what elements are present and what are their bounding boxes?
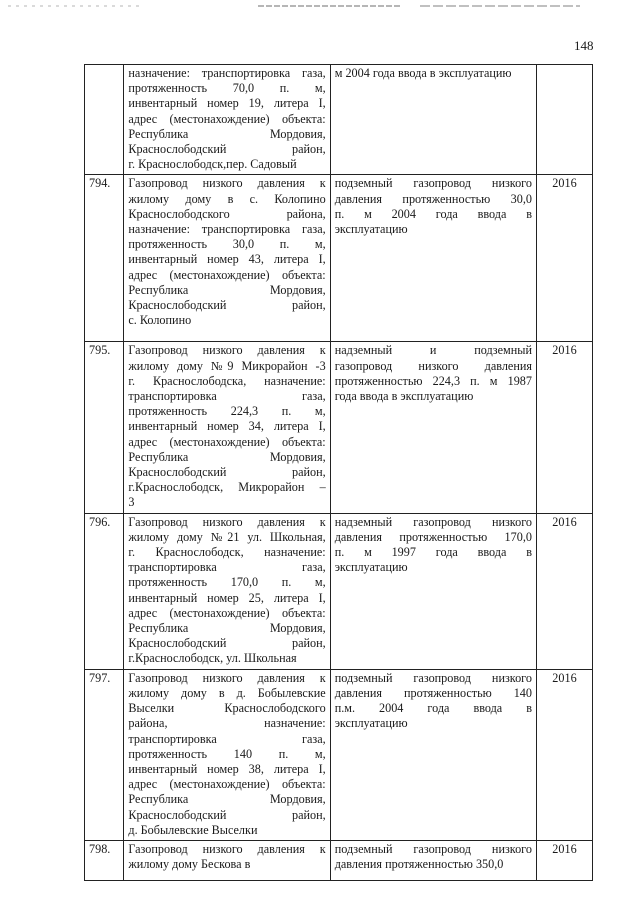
year-cell: 2016 [536, 175, 592, 342]
object-line: протяженность 70,0 п. м, [128, 81, 326, 96]
object-line: адрес (местонахождение) объекта: [128, 777, 326, 792]
technical-characteristics [330, 342, 536, 513]
object-line: Республика Мордовия, [128, 621, 326, 636]
description-line: п. м 1997 года ввода в [334, 545, 532, 560]
object-line: адрес (местонахождение) объекта: [128, 434, 326, 449]
object-line: адрес (местонахождение) объекта: [128, 605, 326, 620]
description-line: п. м 2004 года ввода в [334, 206, 532, 221]
table-row [85, 513, 593, 669]
object-line: г.Краснослободск, ул. Школьная [128, 651, 297, 666]
description-line: надземный и подземный [334, 343, 532, 358]
technical-characteristics [330, 175, 536, 342]
object-line: жилому дому №21 ул. Школьная, [128, 529, 326, 544]
row-number: 797. [85, 669, 124, 840]
scan-edge-marks [0, 3, 640, 9]
object-line: Газопровод низкого давления к [128, 841, 326, 856]
object-line: Краснослободский район, [128, 807, 326, 822]
object-line: Краснослободский район, [128, 298, 326, 313]
registry-table [84, 64, 593, 881]
object-description [124, 840, 330, 880]
object-description [124, 669, 330, 840]
object-line: г. Краснослободск, назначение: [128, 545, 326, 560]
table-row [85, 669, 593, 840]
object-description [124, 65, 330, 175]
object-line: района, назначение: [128, 716, 326, 731]
object-line: Краснослободский район, [128, 636, 326, 651]
row-number: 794. [85, 175, 124, 342]
description-line: подземный газопровод низкого [334, 841, 532, 856]
object-line: Краснослободского района, [128, 206, 326, 221]
technical-characteristics [330, 840, 536, 880]
technical-characteristics [330, 513, 536, 669]
row-number: 796. [85, 513, 124, 669]
year-cell [536, 65, 592, 175]
object-line: Краснослободский район, [128, 142, 326, 157]
object-description [124, 342, 330, 513]
object-line: жилому дому Бескова в [128, 857, 251, 872]
description-line: года ввода в эксплуатацию [334, 389, 474, 404]
row-number: 795. [85, 342, 124, 513]
object-line: протяженность 140 п. м, [128, 746, 326, 761]
description-line: давления протяженностью 170,0 [334, 529, 532, 544]
description-line: подземный газопровод низкого [334, 670, 532, 685]
object-description [124, 513, 330, 669]
object-description [124, 175, 330, 342]
object-line: Газопровод низкого давления к [128, 514, 326, 529]
object-line: Газопровод низкого давления к [128, 343, 326, 358]
object-line: г. Краснослободска, назначение: [128, 373, 326, 388]
year-cell: 2016 [536, 840, 592, 880]
object-line: 3 [128, 495, 135, 510]
object-line: г. Краснослободск,пер. Садовый [128, 157, 297, 172]
description-line: п.м. 2004 года ввода в [334, 701, 532, 716]
object-line: инвентарный номер 25, литера I, [128, 590, 326, 605]
description-line: надземный газопровод низкого [334, 514, 532, 529]
table-row [85, 65, 593, 175]
year-cell: 2016 [536, 669, 592, 840]
object-line: Краснослободский район, [128, 465, 326, 480]
object-line: адрес (местонахождение) объекта: [128, 267, 326, 282]
description-line: протяженностью 224,3 п. м 1987 [334, 373, 532, 388]
object-line: адрес (местонахождение) объекта: [128, 111, 326, 126]
table-row [85, 840, 593, 880]
object-line: жилому дому №9 Микрорайон -3 [128, 358, 326, 373]
table-row [85, 342, 593, 513]
description-line: подземный газопровод низкого [334, 176, 532, 191]
object-line: д. Бобылевские Выселки [128, 822, 258, 837]
object-line: транспортировка газа, [128, 731, 326, 746]
object-line: транспортировка газа, [128, 560, 326, 575]
object-line: Республика Мордовия, [128, 126, 326, 141]
object-line: инвентарный номер 19, литера I, [128, 96, 326, 111]
year-cell: 2016 [536, 342, 592, 513]
description-line: давления протяженностью 30,0 [334, 191, 532, 206]
object-line: жилому дому в д. Бобылевские [128, 685, 326, 700]
object-line: назначение: транспортировка газа, [128, 222, 326, 237]
row-number [85, 65, 124, 175]
object-line: Газопровод низкого давления к [128, 176, 326, 191]
object-line: Республика Мордовия, [128, 282, 326, 297]
row-number: 798. [85, 840, 124, 880]
description-line: эксплуатацию [334, 716, 408, 731]
object-line: Выселки Краснослободского [128, 701, 326, 716]
object-line: протяженность 224,3 п. м, [128, 404, 326, 419]
object-line: Газопровод низкого давления к [128, 670, 326, 685]
object-line: протяженность 30,0 п. м, [128, 237, 326, 252]
object-line: протяженность 170,0 п. м, [128, 575, 326, 590]
description-line: эксплуатацию [334, 222, 408, 237]
object-line: г.Краснослободск, Микрорайон – [128, 480, 326, 495]
object-line: с. Колопино [128, 313, 192, 328]
description-line: газопровод низкого давления [334, 358, 532, 373]
object-line: инвентарный номер 34, литера I, [128, 419, 326, 434]
object-line: назначение: транспортировка газа, [128, 66, 326, 80]
technical-characteristics [330, 669, 536, 840]
object-line: инвентарный номер 38, литера I, [128, 761, 326, 776]
year-cell: 2016 [536, 513, 592, 669]
description-line: м 2004 года ввода в эксплуатацию [334, 66, 512, 80]
description-line: эксплуатацию [334, 560, 408, 575]
technical-characteristics [330, 65, 536, 175]
page-number: 148 [574, 38, 594, 53]
object-line: Республика Мордовия, [128, 792, 326, 807]
registry-rows [85, 65, 593, 881]
description-line: давления протяженностью 350,0 [334, 857, 504, 872]
object-line: инвентарный номер 43, литера I, [128, 252, 326, 267]
description-line: давления протяженностью 140 [334, 685, 532, 700]
object-line: транспортировка газа, [128, 389, 326, 404]
object-line: Республика Мордовия, [128, 449, 326, 464]
object-line: жилому дому в с. Колопино [128, 191, 326, 206]
table-row [85, 175, 593, 342]
